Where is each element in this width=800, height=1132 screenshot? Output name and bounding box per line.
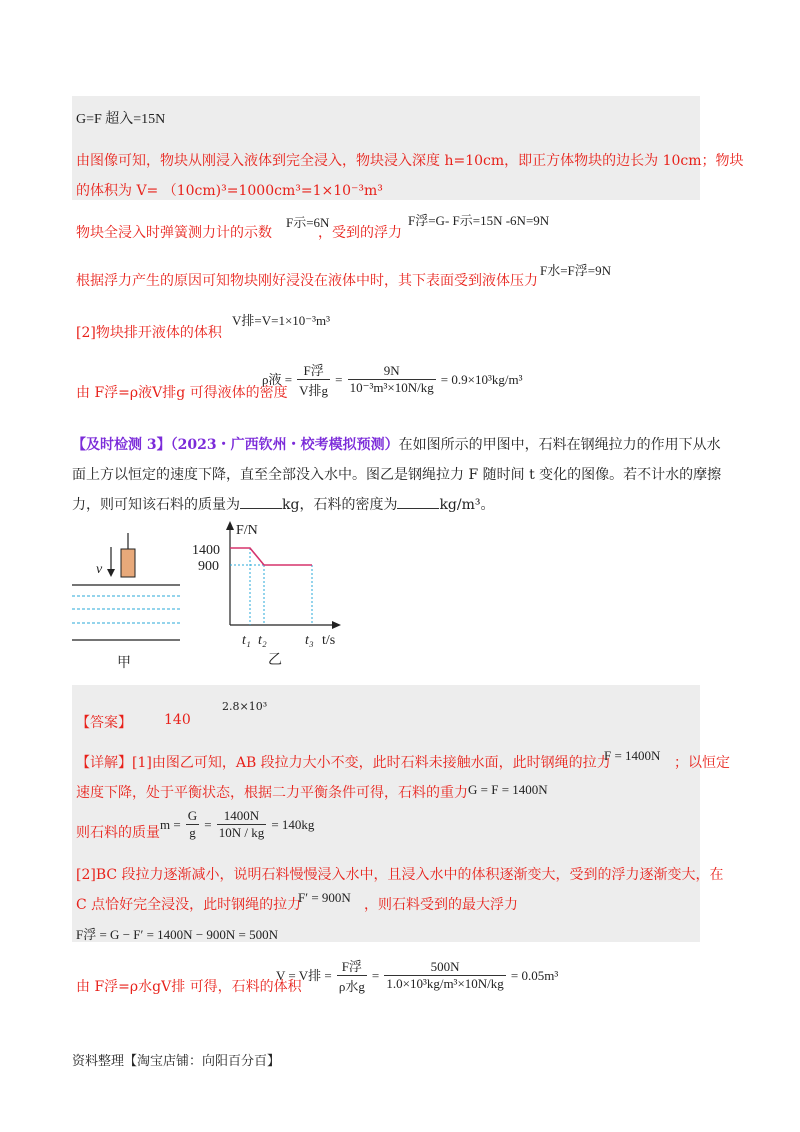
detail-line-5: C 点恰好完全浸没，此时钢绳的拉力 [76,897,302,913]
question-line-3: 力，则可知该石料的质量为 kg，石料的密度为 kg/m³。 [72,497,495,513]
fraction: $\frac{500N}{\text{1.0×10³kg/m³×10N/kg}}$ [386,959,504,991]
fraction: $\frac{1400N}{10N / kg}$ [218,808,265,840]
arrow-head [107,569,115,577]
explanation-line: 根据浮力产生的原因可知物块刚好浸没在液体中时，其下表面受到液体压力 [76,273,538,289]
tick-label-1400: 1400 [192,543,220,558]
figure-yi [190,518,350,678]
velocity-label: v [96,562,103,577]
weight-equation: G=F 超入=15N [76,112,166,127]
y-axis-label: F/N [236,523,258,538]
t2-label: t₂ [258,633,267,648]
stone-block [121,549,135,577]
explanation-line: 由 F浮=ρ液V排g 可得液体的密度 [76,385,288,401]
volume-formula: V = V排 = $\frac{\text{F浮}}{\text{ρ水g}}$ = $\frac{500N}{\text{1.0×10³kg/m³×10N/kg}}$ = 0.05m³ [276,956,558,995]
explanation-line: 物块全浸入时弹簧测力计的示数 [76,225,272,241]
tick-label-900: 900 [198,559,219,574]
fraction: $\frac{9N}{\text{10⁻³m³×10N/kg}}$ [349,363,434,395]
t1-label: t₁ [242,633,251,648]
detail-line-1-tail: ；以恒定 [674,755,730,771]
density-formula: ρ液 = $\frac{\text{F浮}}{\text{V排g}}$ = $\frac{9N}{\text{10⁻³m³×10N/kg}}$ = 0.9×10³kg/m³ [262,360,522,399]
detail-line-1: 【详解】[1]由图乙可知，AB 段拉力大小不变，此时石料未接触水面，此时钢绳的拉力 [76,755,611,771]
answer-value-mass: 140 [164,712,191,728]
detail-line-2: 速度下降，处于平衡状态，根据二力平衡条件可得，石料的重力 [76,785,468,801]
t3-label: t₃ [305,633,314,648]
fraction: $\frac{G}{g}$ [187,808,198,840]
question-line-1: 【及时检测 3】（2023・广西钦州・校考模拟预测）在如图所示的甲图中，石料在钢绳拉力的作用下从水 [72,437,721,453]
explanation-line: [2]物块排开液体的体积 [76,325,222,341]
figure-jia-label: 甲 [117,655,131,671]
equation: F′ = 900N [298,890,351,905]
answer-blank [240,496,282,509]
equation: F浮=G- F示=15N -6N=9N [408,213,550,228]
fraction: $\frac{\text{F浮}}{\text{ρ水g}}$ [337,956,367,995]
figure-yi-label: 乙 [268,652,282,668]
equation: G = F = 1400N [468,782,548,797]
answer-tag: 【答案】 [76,715,132,731]
equation: F示=6N [286,215,330,230]
equation: F水=F浮=9N [540,263,612,278]
detail-line-7: 由 F浮=ρ水gV排 可得，石料的体积 [76,979,302,995]
question-line-2: 面上方以恒定的速度下降，直至全部没入水中。图乙是钢绳拉力 F 随时间 t 变化的图像。若不计水的摩擦 [72,467,722,483]
explanation-line: 的体积为 V= （10cm)³=1000cm³=1×10⁻³m³ [76,183,383,199]
x-axis-arrow [332,621,341,629]
buoyancy-equation: F浮 = G − F′ = 1400N − 900N = 500N [76,927,279,942]
detail-line-3: 则石料的质量 [76,825,160,841]
question-tag: 【及时检测 3】 [72,437,171,453]
detail-line-5-tail: ，则石料受到的最大浮力 [364,897,518,913]
fraction: $\frac{\text{F浮}}{\text{V排g}}$ [297,360,330,399]
force-curve [230,548,312,565]
x-axis-label: t/s [322,633,336,648]
figure-jia [70,525,190,675]
question-source: （2023・广西钦州・校考模拟预测） [170,437,399,453]
explanation-line: 由图像可知，物块从刚浸入液体到完全浸入，物块浸入深度 h=10cm，即正方体物块的边长为 10cm；物块 [76,153,744,169]
y-axis-arrow [226,521,234,530]
equation: F = 1400N [604,748,661,763]
answer-value-density: 2.8×10³ [222,700,268,713]
answer-blank [397,496,439,509]
mass-formula: m = $\frac{G}{g}$ = $\frac{1400N}{10N / kg}$ = 140kg [160,808,315,840]
equation: V排=V=1×10⁻³m³ [232,313,331,328]
footer-source: 资料整理【淘宝店铺：向阳百分百】 [72,1054,281,1069]
explanation-line: ，受到的浮力 [318,225,402,241]
detail-line-4: [2]BC 段拉力逐渐减小，说明石料慢慢浸入水中，且浸入水中的体积逐渐变大，受到的浮力逐渐变大，在 [76,867,724,883]
